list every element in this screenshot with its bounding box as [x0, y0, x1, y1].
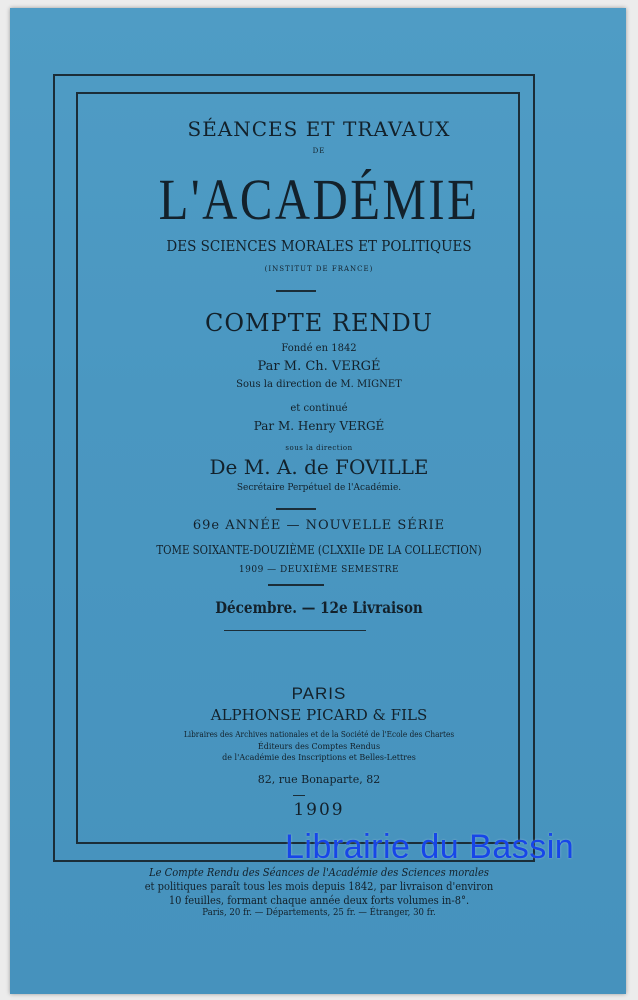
founded-line: Fondé en 1842 — [281, 343, 357, 354]
publisher-city: PARIS — [291, 684, 347, 703]
compte-rendu-title: COMPTE RENDU — [205, 309, 433, 337]
author-line-1: Par M. Ch. VERGÉ — [257, 359, 381, 374]
divider-5 — [293, 795, 305, 796]
secretary-line: Secrétaire Perpétuel de l'Académie. — [236, 483, 402, 493]
divider-1 — [276, 290, 316, 292]
semester-line: 1909 — DEUXIÈME SEMESTRE — [238, 565, 400, 575]
tome-line: TOME SOIXANTE-DOUZIÈME (CLXXIIe DE LA COLLECTION) — [156, 543, 482, 557]
author-line-2: Par M. Henry VERGÉ — [253, 419, 385, 433]
publisher-line-2: Éditeurs des Comptes Rendus — [257, 742, 381, 751]
divider-4 — [224, 630, 366, 631]
academy-subtitle: DES SCIENCES MORALES ET POLITIQUES — [166, 237, 472, 255]
publisher-line-1: Libraires des Archives nationales et de la Société de l'École des Chartes — [183, 730, 455, 739]
author-line-3: De M. A. de FOVILLE — [209, 455, 429, 479]
direction-line-1: Sous la direction de M. MIGNET — [236, 379, 402, 390]
publisher-address: 82, rue Bonaparte, 82 — [257, 773, 381, 786]
watermark-text: Librairie du Bassin — [285, 828, 575, 866]
publisher-line-3: de l'Académie des Inscriptions et Belles-Lettres — [222, 753, 416, 762]
institute-label: (INSTITUT DE FRANCE) — [264, 265, 374, 273]
academy-title: L'ACADÉMIE — [158, 167, 480, 232]
publication-year: 1909 — [293, 800, 345, 820]
header-line1: SÉANCES ET TRAVAUX — [187, 117, 451, 141]
footer-prices: Paris, 20 fr. — Départements, 25 fr. — Étranger, 30 fr. — [202, 908, 436, 918]
direction-line-2: sous la direction — [285, 444, 353, 452]
divider-2 — [276, 508, 316, 510]
header-line2: DE — [312, 147, 326, 155]
publisher-name: ALPHONSE PICARD & FILS — [210, 706, 428, 724]
delivery-line: Décembre. — 12e Livraison — [215, 598, 423, 617]
footer-line-3: 10 feuilles, formant chaque année deux forts volumes in-8°. — [168, 894, 470, 907]
continued-line: et continué — [290, 403, 348, 414]
footer-line-2: et politiques paraît tous les mois depuis 1842, par livraison d'environ — [144, 880, 494, 893]
footer-line-1: Le Compte Rendu des Séances de l'Académie des Sciences morales — [149, 866, 489, 879]
divider-3 — [268, 584, 324, 586]
year-series: 69e ANNÉE — NOUVELLE SÉRIE — [192, 518, 446, 533]
